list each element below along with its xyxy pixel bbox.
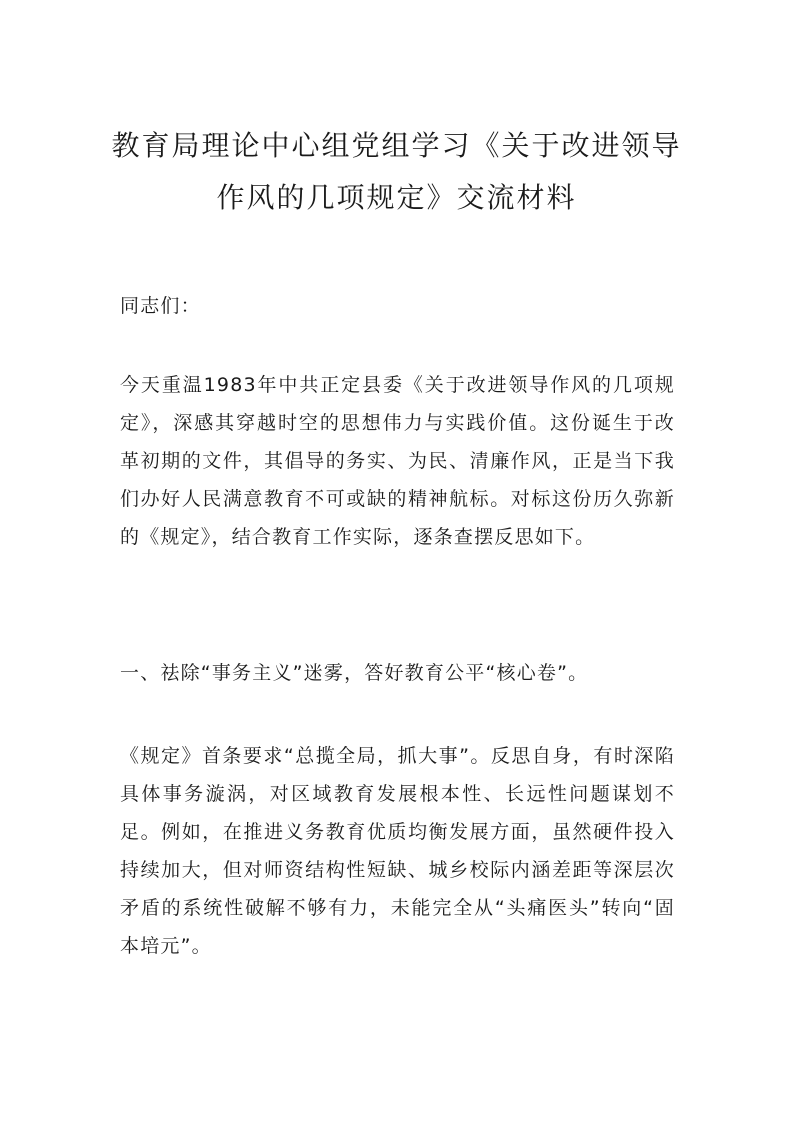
document-title: [100, 120, 693, 224]
title-line-2: 作风的几项规定》交流材料: [216, 181, 577, 214]
section-heading-1: 一、祛除“事务主义”迷雾，答好教育公平“核心卷”。: [120, 662, 589, 684]
greeting: 同志们：: [120, 295, 201, 317]
paragraph-section-1: 《规定》首条要求“总揽全局，抓大事”。反思自身，有时深陷具体事务漩涡，对区域教育发展根本性、长远性问题谋划不足。例如，在推进义务教育优质均衡发展方面，虽然硬件投入持续加大，但对师资结构性短缺、城乡校际内涵差距等深层次矛盾的系统性破解不够有力，未能完全从“头痛医头”转向“固本培元”。: [120, 745, 675, 957]
paragraph-intro: 今天重温1983年中共正定县委《关于改进领导作风的几项规定》，深感其穿越时空的思想伟力与实践价值。这份诞生于改革初期的文件，其倡导的务实、为民、清廉作风，正是当下我们办好人民满意教育不可或缺的精神航标。对标这份历久弥新的《规定》，结合教育工作实际，逐条查摆反思如下。: [120, 374, 675, 548]
title-line-1: 教育局理论中心组党组学习《关于改进领导: [111, 129, 682, 162]
